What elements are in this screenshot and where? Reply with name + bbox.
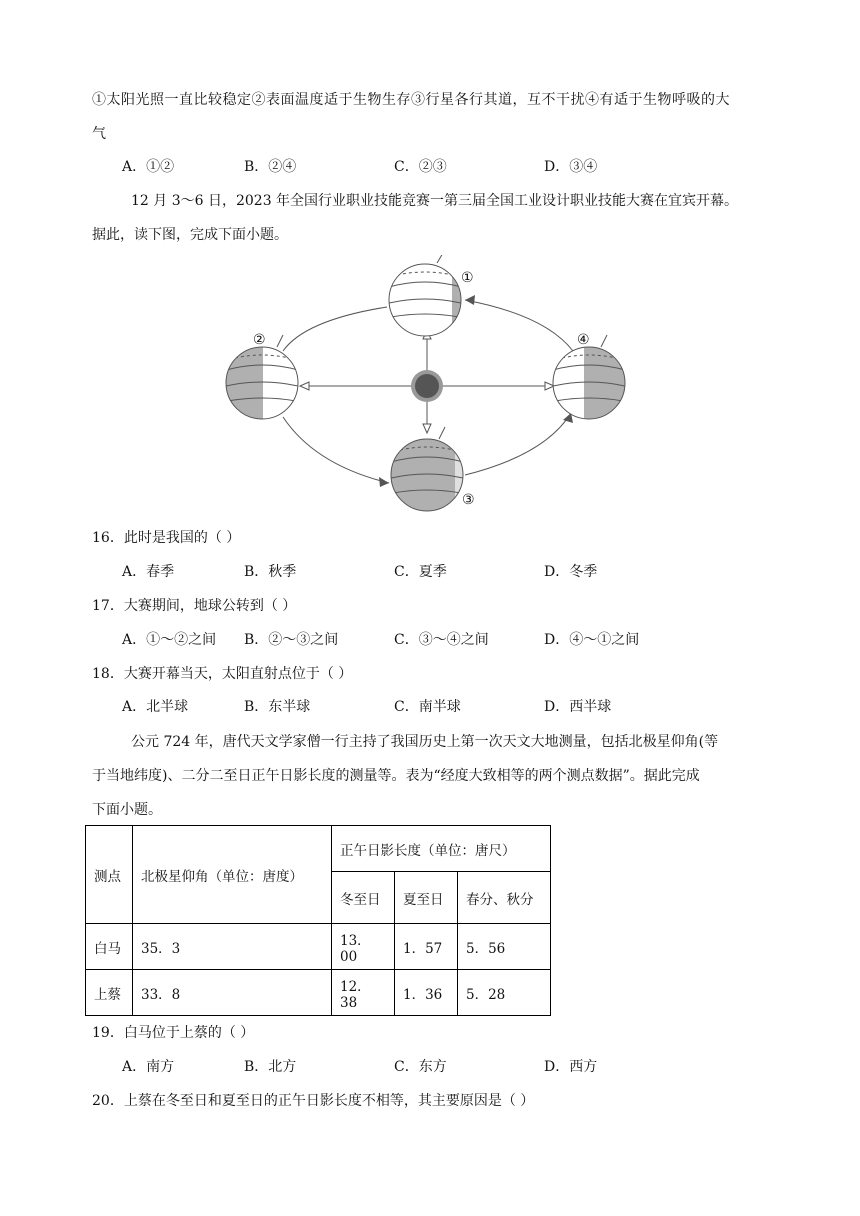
earth-position-4 xyxy=(550,345,629,425)
orbit-diagram xyxy=(225,255,635,520)
q16-option-d[interactable]: D．冬季 xyxy=(544,564,598,580)
q19-option-d[interactable]: D．西方 xyxy=(544,1059,598,1075)
q17-option-a[interactable]: A．①～②之间 xyxy=(122,632,217,648)
cell-summer: 1．36 xyxy=(395,970,458,1016)
sun-icon xyxy=(411,370,443,402)
q19-option-b[interactable]: B．北方 xyxy=(244,1059,297,1075)
cell-point: 白马 xyxy=(86,924,133,970)
orbit-arc-3-4 xyxy=(465,413,571,475)
q19-options xyxy=(122,1057,682,1077)
cell-winter: 12．38 xyxy=(332,970,395,1016)
q17-option-b[interactable]: B．②～③之间 xyxy=(244,632,339,648)
q16-option-b[interactable]: B．秋季 xyxy=(244,564,297,580)
table-row xyxy=(86,970,551,1016)
q18-option-a[interactable]: A．北半球 xyxy=(122,699,189,715)
header-equinox: 春分、秋分 xyxy=(458,872,551,924)
cell-equinox: 5．56 xyxy=(458,924,551,970)
arrow-head-3 xyxy=(379,477,389,487)
header-winter: 冬至日 xyxy=(332,872,395,924)
q15-stem-line1: ①太阳光照一直比较稳定②表面温度适于生物生存③行星各行其道，互不干扰④有适于生物呼吸的大 xyxy=(92,92,730,108)
cell-winter: 13．00 xyxy=(332,924,395,970)
q17-option-c[interactable]: C．③～④之间 xyxy=(394,632,489,648)
q20-stem: 20．上蔡在冬至日和夏至日的正午日影长度不相等，其主要原因是（ ） xyxy=(92,1093,535,1109)
q15-option-a[interactable]: A．①② xyxy=(122,159,175,175)
cell-summer: 1．57 xyxy=(395,924,458,970)
q15-option-b[interactable]: B．②④ xyxy=(244,159,297,175)
q16-option-a[interactable]: A．春季 xyxy=(122,564,175,580)
q19-option-a[interactable]: A．南方 xyxy=(122,1059,175,1075)
passage1-line1: 12 月 3～6 日，2023 年全国行业职业技能竞赛一第三届全国工业设计职业技能大赛在宜宾开幕。 xyxy=(131,193,739,209)
orbit-arc-2-3 xyxy=(283,417,389,483)
header-shadow: 正午日影长度（单位：唐尺） xyxy=(332,826,551,872)
cell-point: 上蔡 xyxy=(86,970,133,1016)
q16-option-c[interactable]: C．夏季 xyxy=(394,564,447,580)
q16-options xyxy=(122,562,682,582)
q17-options xyxy=(122,630,682,650)
passage2-line3: 下面小题。 xyxy=(92,802,162,818)
q18-option-d[interactable]: D．西半球 xyxy=(544,699,612,715)
passage2-line1: 公元 724 年，唐代天文学家僧一行主持了我国历史上第一次天文大地测量，包括北极星仰角(等 xyxy=(131,734,719,750)
header-point: 测点 xyxy=(86,826,133,924)
q16-stem: 16．此时是我国的（ ） xyxy=(92,530,241,546)
cell-angle: 33．8 xyxy=(133,970,332,1016)
orbit-arc-4-1 xyxy=(465,300,573,351)
q18-options xyxy=(122,697,682,717)
q19-option-c[interactable]: C．东方 xyxy=(394,1059,447,1075)
header-angle: 北极星仰角（单位：唐度） xyxy=(133,826,332,924)
q19-stem: 19．白马位于上蔡的（ ） xyxy=(92,1025,255,1041)
q18-option-c[interactable]: C．南半球 xyxy=(394,699,461,715)
header-summer: 夏至日 xyxy=(395,872,458,924)
arrow-head-1 xyxy=(465,295,475,305)
q17-stem: 17．大赛期间，地球公转到（ ） xyxy=(92,598,297,614)
q18-stem: 18．大赛开幕当天，太阳直射点位于（ ） xyxy=(92,666,353,682)
earth-position-3 xyxy=(391,435,465,515)
q15-option-d[interactable]: D．③④ xyxy=(544,159,598,175)
label-2: ② xyxy=(253,332,266,348)
q15-stem-line2: 气 xyxy=(92,126,106,142)
q15-options xyxy=(122,157,682,177)
q15-option-c[interactable]: C．②③ xyxy=(394,159,447,175)
label-3: ③ xyxy=(462,492,475,508)
table-row xyxy=(86,924,551,970)
earth-position-1 xyxy=(389,260,467,340)
orbit-arc-1-2 xyxy=(283,307,387,351)
cell-angle: 35．3 xyxy=(133,924,332,970)
label-1: ① xyxy=(461,270,474,286)
label-4: ④ xyxy=(577,332,590,348)
q17-option-d[interactable]: D．④～①之间 xyxy=(544,632,640,648)
q18-option-b[interactable]: B．东半球 xyxy=(244,699,311,715)
cell-equinox: 5．28 xyxy=(458,970,551,1016)
passage2-line2: 于当地纬度)、二分二至日正午日影长度的测量等。表为“经度大致相等的两个测点数据”。据此完成 xyxy=(92,768,700,784)
measurement-table xyxy=(85,825,551,1016)
passage1-line2: 据此，读下图，完成下面小题。 xyxy=(92,227,288,243)
